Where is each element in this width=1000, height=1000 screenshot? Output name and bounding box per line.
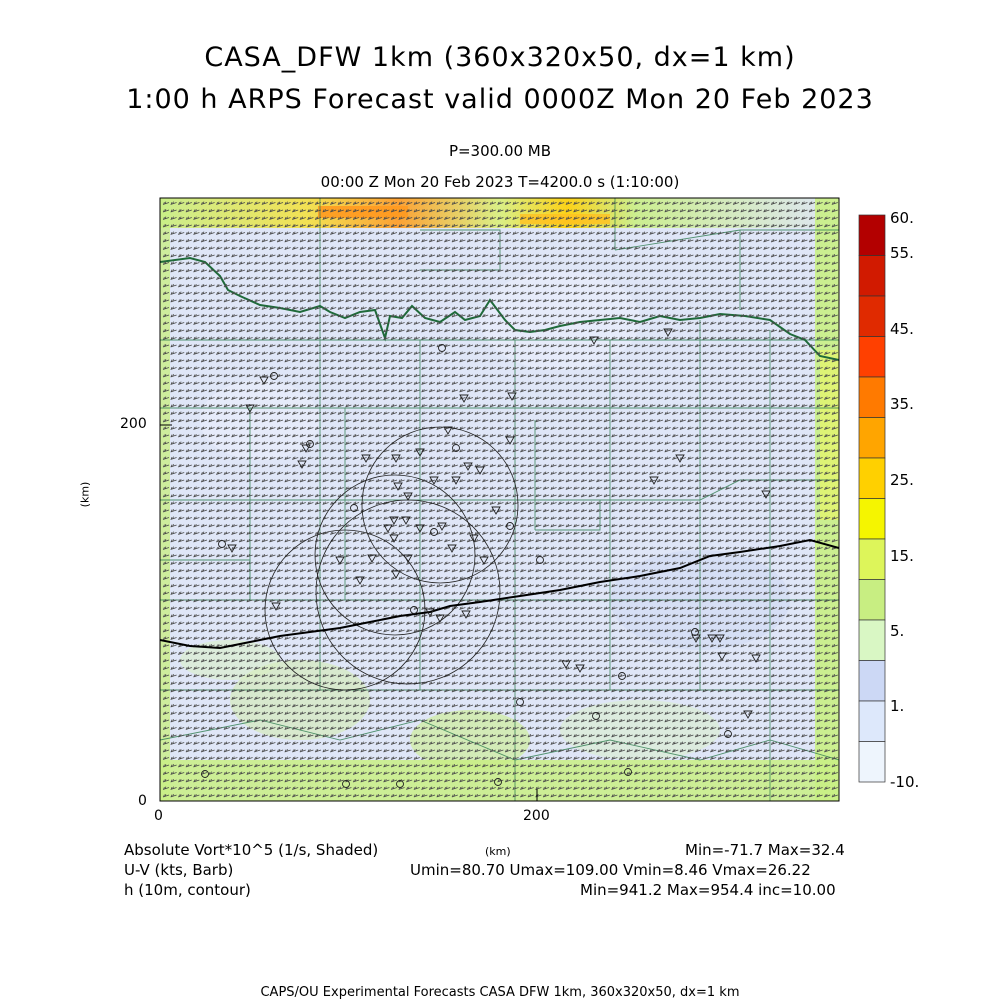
colorbar-label: 5. xyxy=(890,622,905,640)
x-tick-0: 0 xyxy=(154,808,163,824)
x-axis-unit: (km) xyxy=(485,845,511,858)
y-tick-0: 0 xyxy=(138,793,147,809)
colorbar-label: 35. xyxy=(890,395,914,413)
y-axis-unit: (km) xyxy=(78,481,92,508)
colorbar-swatch xyxy=(859,296,885,337)
colorbar-swatch xyxy=(859,620,885,661)
colorbar-label: 25. xyxy=(890,471,914,489)
pressure-level-label: P=300.00 MB xyxy=(448,142,552,160)
credit-line: CAPS/OU Experimental Forecasts CASA DFW 1km, 360x320x50, dx=1 km xyxy=(260,985,740,1000)
colorbar-label: 60. xyxy=(890,209,914,227)
map-title-line2: 1:00 h ARPS Forecast valid 0000Z Mon 20 Feb 2023 xyxy=(126,84,874,115)
colorbar-swatch xyxy=(859,458,885,499)
colorbar-swatch xyxy=(859,580,885,621)
colorbar-swatch xyxy=(859,539,885,580)
colorbar-label: -10. xyxy=(890,773,920,791)
vorticity-field xyxy=(160,198,839,801)
colorbar-swatch xyxy=(859,418,885,459)
field-wind-label: U-V (kts, Barb) xyxy=(124,861,234,879)
valid-time-label: 00:00 Z Mon 20 Feb 2023 T=4200.0 s (1:10:00) xyxy=(320,173,680,191)
colorbar-swatch xyxy=(859,742,885,783)
colorbar-swatch xyxy=(859,337,885,378)
field-height-stats: Min=941.2 Max=954.4 inc=10.00 xyxy=(580,881,836,899)
colorbar-label: 45. xyxy=(890,320,914,338)
colorbar xyxy=(859,215,885,782)
colorbar-swatch xyxy=(859,701,885,742)
colorbar-label: 1. xyxy=(890,697,905,715)
colorbar-label: 15. xyxy=(890,547,914,565)
colorbar-swatch xyxy=(859,499,885,540)
y-tick-200: 200 xyxy=(120,416,147,432)
colorbar-swatch xyxy=(859,661,885,702)
colorbar-swatch xyxy=(859,215,885,256)
colorbar-swatch xyxy=(859,256,885,297)
colorbar-label: 55. xyxy=(890,244,914,262)
map-title-line1: CASA_DFW 1km (360x320x50, dx=1 km) xyxy=(204,42,796,73)
field-vorticity-label: Absolute Vort*10^5 (1/s, Shaded) xyxy=(124,841,379,859)
field-wind-stats: Umin=80.70 Umax=109.00 Vmin=8.46 Vmax=26.22 xyxy=(410,861,811,879)
colorbar-swatch xyxy=(859,377,885,418)
field-vorticity-stats: Min=-71.7 Max=32.4 xyxy=(685,841,845,859)
x-tick-200: 200 xyxy=(523,808,550,824)
field-height-label: h (10m, contour) xyxy=(124,881,251,899)
